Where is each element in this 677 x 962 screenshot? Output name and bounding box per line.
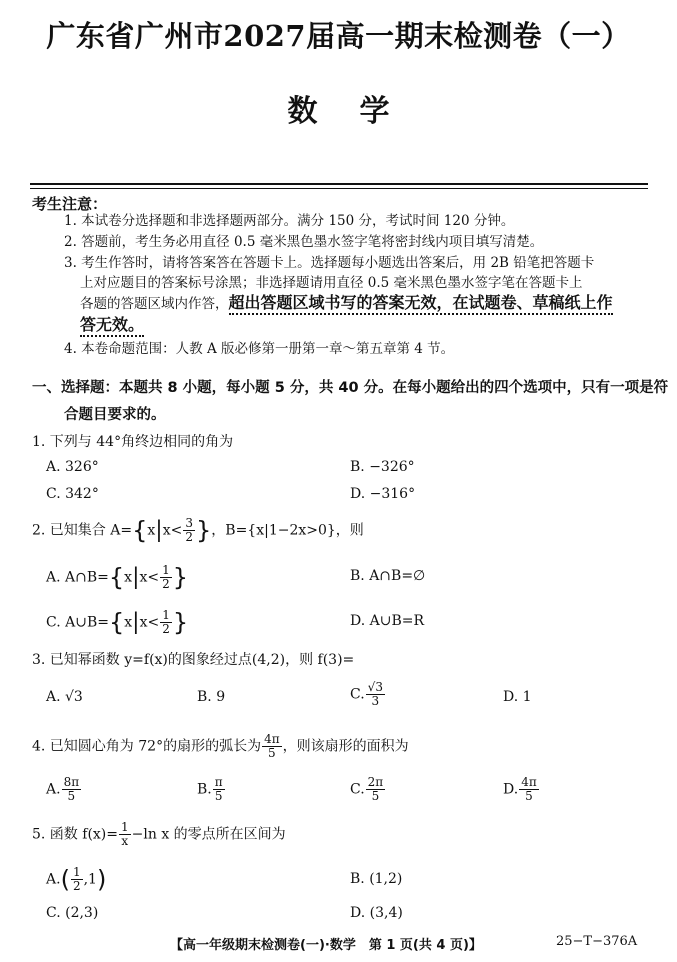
notice-item-3-line-3 (80, 290, 613, 315)
question-2-option-d: D. A∪B=R (350, 613, 425, 629)
question-3-option-c: C. $\frac{√3}{3}$ (350, 680, 383, 708)
paper-code: 25−T−376A (556, 934, 638, 949)
notice-heading: 考生注意： (32, 195, 108, 213)
question-4-stem: 4. 已知圆心角为 72°的扇形的弧长为 $\frac{4\pi}{5}$ ，则该扇形的面积为 (32, 732, 409, 760)
question-4-option-b: B. $\frac{\pi}{5}$ (197, 775, 223, 803)
notice-item-1: 1. 本试卷分选择题和非选择题两部分。满分 150 分，考试时间 120 分钟。 (64, 213, 515, 229)
notice-item-2: 2. 答题前，考生务必用直径 0.5 毫米黑色墨水签字笔将密封线内项目填写清楚。 (64, 234, 544, 250)
question-4-option-a: A. $\frac{8\pi}{5}$ (46, 775, 80, 803)
question-1-option-a: A. 326° (46, 459, 99, 475)
section-heading-line-2: 合题目要求的。 (64, 407, 166, 423)
question-3-option-b: B. 9 (197, 689, 226, 705)
question-5-option-d: D. (3,4) (350, 905, 403, 921)
notice-item-3-line-2: 上对应题目的答案标号涂黑；非选择题请用直径 0.5 毫米黑色墨水签字笔在答题卡上 (80, 275, 583, 291)
fraction: $\frac{√3}{3}$ (367, 680, 383, 708)
question-1-stem: 1. 下列与 44°角终边相同的角为 (32, 434, 234, 450)
question-5-option-c: C. (2,3) (46, 905, 99, 921)
section-heading-line-1: 一、选择题：本题共 8 小题，每小题 5 分，共 40 分。在每小题给出的四个选项中，只有一项是符 (32, 380, 669, 396)
fraction: $\frac{\pi}{5}$ (214, 775, 223, 803)
question-4-option-c: C. $\frac{2\pi}{5}$ (350, 775, 384, 803)
question-5-stem: 5. 函数 f(x)= $\frac{1}{x}$ −ln x 的零点所在区间为 (32, 820, 286, 848)
subject-title: 数学 (287, 94, 432, 129)
notice-item-3-plain: 各题的答题区域内作答， (80, 296, 229, 312)
fraction: $\frac{1}{x}$ (121, 820, 129, 848)
fraction: $\frac{4\pi}{5}$ (264, 732, 280, 760)
question-3-option-a: A. √3 (46, 689, 83, 705)
fraction: $\frac{3}{2}$ (185, 516, 193, 544)
question-2-option-a: A. A∩B={x|x< $\frac{1}{2}$ } (46, 563, 189, 592)
question-1-option-d: D. −316° (350, 486, 416, 502)
question-3-option-d: D. 1 (503, 689, 532, 705)
fraction: $\frac{1}{2}$ (72, 865, 81, 893)
question-2-option-b: B. A∩B=∅ (350, 568, 426, 584)
exam-title: 广东省广州市2027届高一期末检测卷（一） (46, 19, 631, 53)
question-1-option-b: B. −326° (350, 459, 415, 475)
fraction: $\frac{4\pi}{5}$ (521, 775, 537, 803)
notice-item-3: 3. 考生作答时，请将答案答在答题卡上。选择题每小题选出答案后，用 2B 铅笔把答题卡 (64, 255, 595, 271)
question-2-option-c: C. A∪B={x|x< $\frac{1}{2}$ } (46, 608, 189, 637)
question-3-stem: 3. 已知幂函数 y=f(x)的图象经过点(4,2)，则 f(3)= (32, 652, 355, 668)
fraction: $\frac{1}{2}$ (162, 608, 170, 636)
notice-item-4: 4. 本卷命题范围：人教 A 版必修第一册第一章～第五章第 4 节。 (64, 341, 455, 357)
fraction: $\frac{8\pi}{5}$ (63, 775, 80, 803)
question-4-option-d: D. $\frac{4\pi}{5}$ (503, 775, 537, 803)
fraction: $\frac{2\pi}{5}$ (367, 775, 384, 803)
question-2-stem: 2. 已知集合 A={x|x< $\frac{3}{2}$ }，B={x|1−2x>0}，则 (32, 516, 364, 545)
question-5-option-b: B. (1,2) (350, 871, 403, 887)
page-footer: 【高一年级期末检测卷(一)·数学 第 1 页(共 4 页)】 (170, 938, 482, 953)
question-1-option-c: C. 342° (46, 486, 99, 502)
notice-item-3-end: 答无效。 (80, 312, 144, 335)
notice-item-3-emphasis: 超出答题区域书写的答案无效，在试题卷、草稿纸上作 (229, 293, 613, 315)
question-5-option-a: A.( $\frac{1}{2}$ ,1) (46, 865, 107, 894)
header-rule-thin (30, 188, 648, 189)
header-rule-thick (30, 183, 648, 185)
fraction: $\frac{1}{2}$ (162, 563, 170, 591)
